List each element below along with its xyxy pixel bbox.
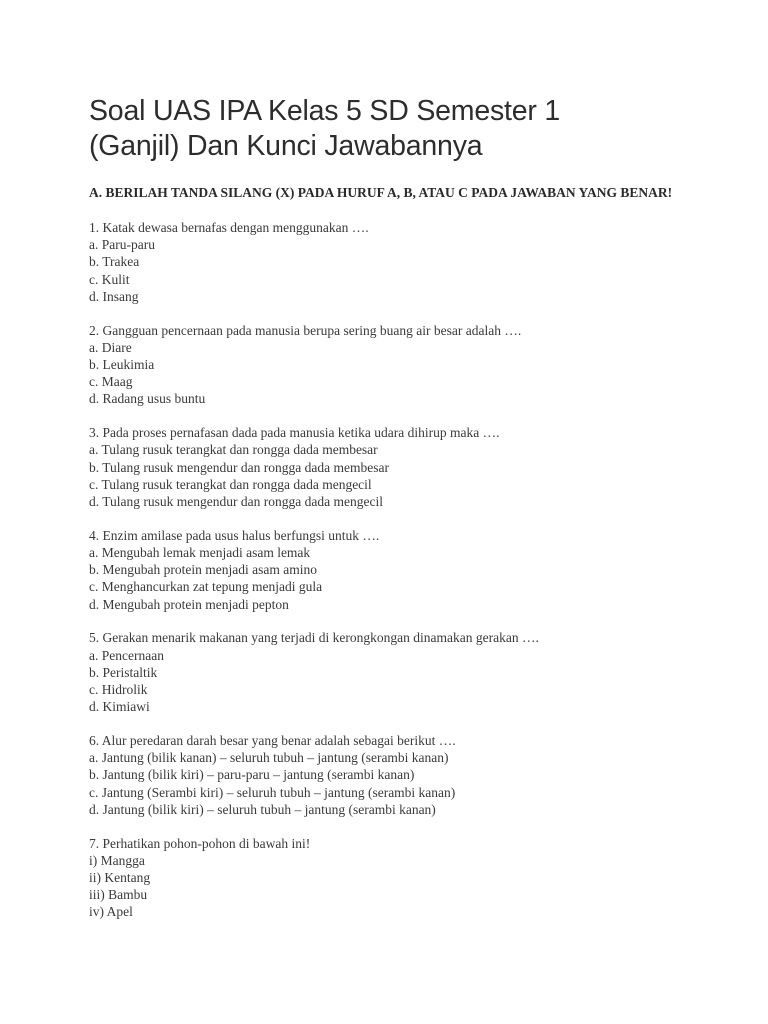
question-text: 3. Pada proses pernafasan dada pada manusia ketika udara dihirup maka …. bbox=[89, 425, 500, 441]
question-1 bbox=[89, 219, 709, 305]
answer-option-d: d. Insang bbox=[89, 288, 139, 304]
question-text: 6. Alur peredaran darah besar yang benar adalah sebagai berikut …. bbox=[89, 733, 456, 749]
page-title bbox=[89, 94, 709, 164]
page-title-line-2: (Ganjil) Dan Kunci Jawabannya bbox=[89, 130, 483, 162]
answer-option-b: b. Jantung (bilik kiri) – paru-paru – jantung (serambi kanan) bbox=[89, 767, 415, 783]
question-7 bbox=[89, 835, 709, 921]
list-item-i: i) Mangga bbox=[89, 852, 145, 868]
question-text: 1. Katak dewasa bernafas dengan menggunakan …. bbox=[89, 220, 369, 235]
answer-option-a: a. Diare bbox=[89, 339, 132, 355]
document-page bbox=[89, 94, 709, 937]
question-5 bbox=[89, 629, 709, 715]
list-item-iv: iv) Apel bbox=[89, 904, 133, 920]
answer-option-d: d. Radang usus buntu bbox=[89, 391, 206, 407]
answer-option-b: b. Trakea bbox=[89, 254, 140, 270]
list-item-ii: ii) Kentang bbox=[89, 870, 151, 886]
answer-option-c: c. Jantung (Serambi kiri) – seluruh tubuh – jantung (serambi kanan) bbox=[89, 784, 456, 800]
answer-option-a: a. Tulang rusuk terangkat dan rongga dada membesar bbox=[89, 442, 378, 458]
answer-option-a: a. Jantung (bilik kanan) – seluruh tubuh – jantung (serambi kanan) bbox=[89, 750, 449, 766]
answer-option-a: a. Mengubah lemak menjadi asam lemak bbox=[89, 545, 311, 561]
answer-option-d: d. Tulang rusuk mengendur dan rongga dada mengecil bbox=[89, 494, 383, 510]
answer-option-d: d. Kimiawi bbox=[89, 699, 150, 715]
page-title-line-1: Soal UAS IPA Kelas 5 SD Semester 1 bbox=[89, 95, 561, 127]
question-text: 5. Gerakan menarik makanan yang terjadi di kerongkongan dinamakan gerakan …. bbox=[89, 630, 539, 646]
answer-option-a: a. Pencernaan bbox=[89, 647, 164, 663]
answer-option-b: b. Leukimia bbox=[89, 357, 155, 373]
answer-option-b: b. Peristaltik bbox=[89, 664, 158, 680]
answer-option-a: a. Paru-paru bbox=[89, 237, 155, 253]
question-text: 4. Enzim amilase pada usus halus berfungsi untuk …. bbox=[89, 527, 380, 543]
question-4 bbox=[89, 527, 709, 613]
answer-option-b: b. Mengubah protein menjadi asam amino bbox=[89, 562, 317, 578]
question-3 bbox=[89, 424, 709, 510]
question-2 bbox=[89, 322, 709, 408]
list-item-iii: iii) Bambu bbox=[89, 887, 148, 903]
answer-option-c: c. Tulang rusuk terangkat dan rongga dada mengecil bbox=[89, 476, 372, 492]
answer-option-d: d. Jantung (bilik kiri) – seluruh tubuh – jantung (serambi kanan) bbox=[89, 801, 436, 817]
question-list bbox=[89, 219, 709, 921]
answer-option-c: c. Hidrolik bbox=[89, 682, 148, 698]
section-heading: A. BERILAH TANDA SILANG (X) PADA HURUF A, B, ATAU C PADA JAWABAN YANG BENAR! bbox=[89, 185, 673, 200]
question-text: 2. Gangguan pencernaan pada manusia berupa sering buang air besar adalah …. bbox=[89, 322, 522, 338]
answer-option-c: c. Menghancurkan zat tepung menjadi gula bbox=[89, 579, 323, 595]
answer-option-d: d. Mengubah protein menjadi pepton bbox=[89, 596, 289, 612]
answer-option-b: b. Tulang rusuk mengendur dan rongga dada membesar bbox=[89, 459, 389, 475]
question-text: 7. Perhatikan pohon-pohon di bawah ini! bbox=[89, 835, 311, 851]
question-6 bbox=[89, 732, 709, 818]
answer-option-c: c. Maag bbox=[89, 374, 133, 390]
answer-option-c: c. Kulit bbox=[89, 271, 130, 287]
